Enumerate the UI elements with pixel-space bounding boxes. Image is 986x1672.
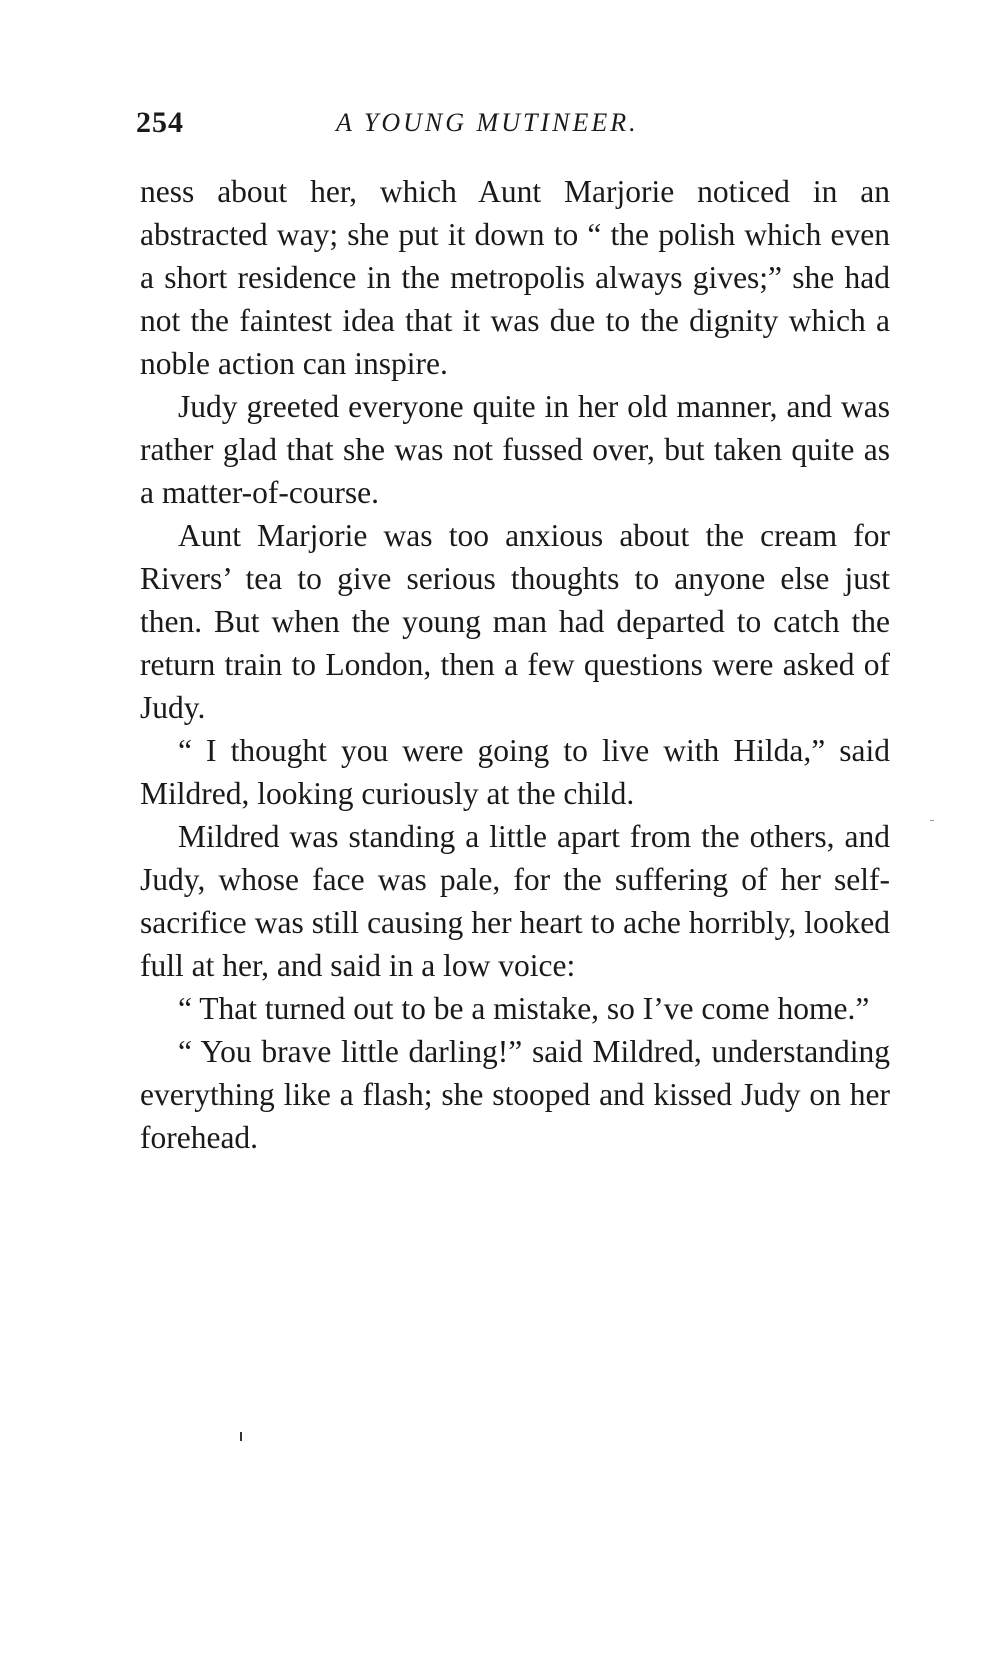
body-text [140,170,890,1159]
paragraph: “ I thought you were going to live with Hilda,” said Mildred, looking curiously at the child. [140,733,890,811]
print-speck [240,1432,242,1441]
paragraph: Aunt Marjorie was too anxious about the cream for Rivers’ tea to give serious thoughts to anyone else just then. But when the young man had departed to catch the return train to London, then a few questions were asked of Judy. [140,518,890,725]
paragraph: “ That turned out to be a mistake, so I’ve come home.” [178,991,870,1026]
paragraph: “ You brave little darling!” said Mildred, understanding everything like a flash; she stooped and kissed Judy on her forehead. [140,1034,890,1155]
paragraph: Mildred was standing a little apart from the others, and Judy, whose face was pale, for the suffering of her self-sacrifice was still causing her heart to ache horribly, looked full at her, and said in a low voice: [140,819,890,983]
print-speck [930,820,934,821]
paragraph: Judy greeted everyone quite in her old manner, and was rather glad that she was not fussed over, but taken quite as a matter-of-course. [140,389,890,510]
page-number: 254 [136,106,184,139]
running-head: A YOUNG MUTINEER. [336,108,639,137]
page-header [136,106,896,146]
paragraph: ness about her, which Aunt Marjorie noticed in an abstracted way; she put it down to “ the polish which even a short residence in the metropolis always gives;” she had not the faintest idea that it was due to the dignity which a noble action can inspire. [140,174,890,381]
